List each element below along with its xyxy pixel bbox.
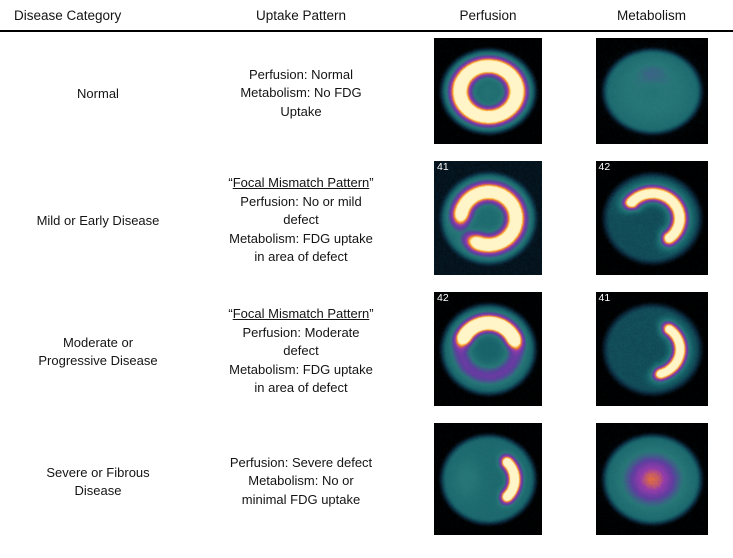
table-header-row [0, 0, 733, 31]
disease-category-label: Severe or Fibrous Disease [46, 464, 150, 498]
normal-perfusion-scan-canvas [434, 38, 542, 144]
severe-metabolism-scan [596, 423, 708, 535]
moderate-metabolism-scan-slice-number: 41 [598, 292, 611, 304]
uptake-pattern-description [196, 31, 406, 155]
pattern-line: Metabolism: FDG uptake [229, 230, 373, 246]
pattern-line: in area of defect [254, 249, 348, 265]
pattern-line: defect [283, 212, 319, 228]
pattern-line: Metabolism: No FDG [240, 85, 362, 101]
pattern-line: Perfusion: No or mild [240, 193, 362, 209]
pattern-line: defect [283, 343, 319, 359]
severe-metabolism-scan-canvas [596, 423, 708, 535]
pattern-title: “Focal Mismatch Pattern” [228, 306, 374, 322]
pattern-line: Uptake [280, 103, 322, 119]
mild-metabolism-scan-slice-number: 42 [598, 161, 611, 173]
pattern-line: in area of defect [254, 380, 348, 396]
mild-perfusion-scan [434, 161, 542, 275]
moderate-perfusion-scan [434, 292, 542, 406]
disease-category-label: Moderate or Progressive Disease [38, 334, 158, 368]
pattern-line: Metabolism: FDG uptake [229, 361, 373, 377]
pattern-line: Perfusion: Normal [248, 66, 354, 82]
metabolism-image-cell [570, 286, 733, 417]
mild-perfusion-scan-slice-number: 41 [437, 161, 449, 173]
perfusion-image-cell [406, 417, 570, 546]
uptake-pattern-description [196, 155, 406, 286]
uptake-pattern-description [196, 417, 406, 546]
disease-category-label: Mild or Early Disease [36, 212, 160, 228]
table-row [0, 31, 733, 155]
table-row [0, 155, 733, 286]
pattern-line: Metabolism: No or [248, 473, 354, 489]
pattern-title-underlined: Focal Mismatch Pattern [232, 306, 370, 322]
severe-perfusion-scan [434, 423, 542, 535]
normal-perfusion-scan [434, 38, 542, 144]
table-row [0, 417, 733, 546]
table-row [0, 286, 733, 417]
pattern-title-underlined: Focal Mismatch Pattern [232, 175, 370, 191]
mild-metabolism-scan-canvas [596, 161, 708, 275]
disease-category-label: Normal [77, 85, 119, 101]
mild-metabolism-scan [596, 161, 708, 275]
perfusion-image-cell [406, 155, 570, 286]
perfusion-image-cell [406, 31, 570, 155]
table-body [0, 31, 733, 546]
uptake-pattern-description [196, 286, 406, 417]
pattern-line: minimal FDG uptake [241, 491, 361, 507]
metabolism-image-cell [570, 31, 733, 155]
moderate-perfusion-scan-canvas [434, 292, 542, 406]
column-header-metabolism: Metabolism [616, 8, 687, 23]
normal-metabolism-scan [596, 38, 708, 144]
moderate-metabolism-scan-canvas [596, 292, 708, 406]
moderate-metabolism-scan [596, 292, 708, 406]
pattern-title: “Focal Mismatch Pattern” [228, 175, 374, 191]
column-header-perfusion: Perfusion [459, 8, 517, 23]
perfusion-image-cell [406, 286, 570, 417]
column-header-uptake-pattern: Uptake Pattern [255, 8, 347, 23]
moderate-perfusion-scan-slice-number: 42 [437, 292, 449, 304]
pattern-line: Perfusion: Severe defect [229, 454, 373, 470]
normal-metabolism-scan-canvas [596, 38, 708, 144]
mild-perfusion-scan-canvas [434, 161, 542, 275]
column-header-disease-category: Disease Category [14, 8, 122, 23]
metabolism-image-cell [570, 417, 733, 546]
pattern-line: Perfusion: Moderate [242, 324, 360, 340]
metabolism-image-cell [570, 155, 733, 286]
severe-perfusion-scan-canvas [434, 423, 542, 535]
